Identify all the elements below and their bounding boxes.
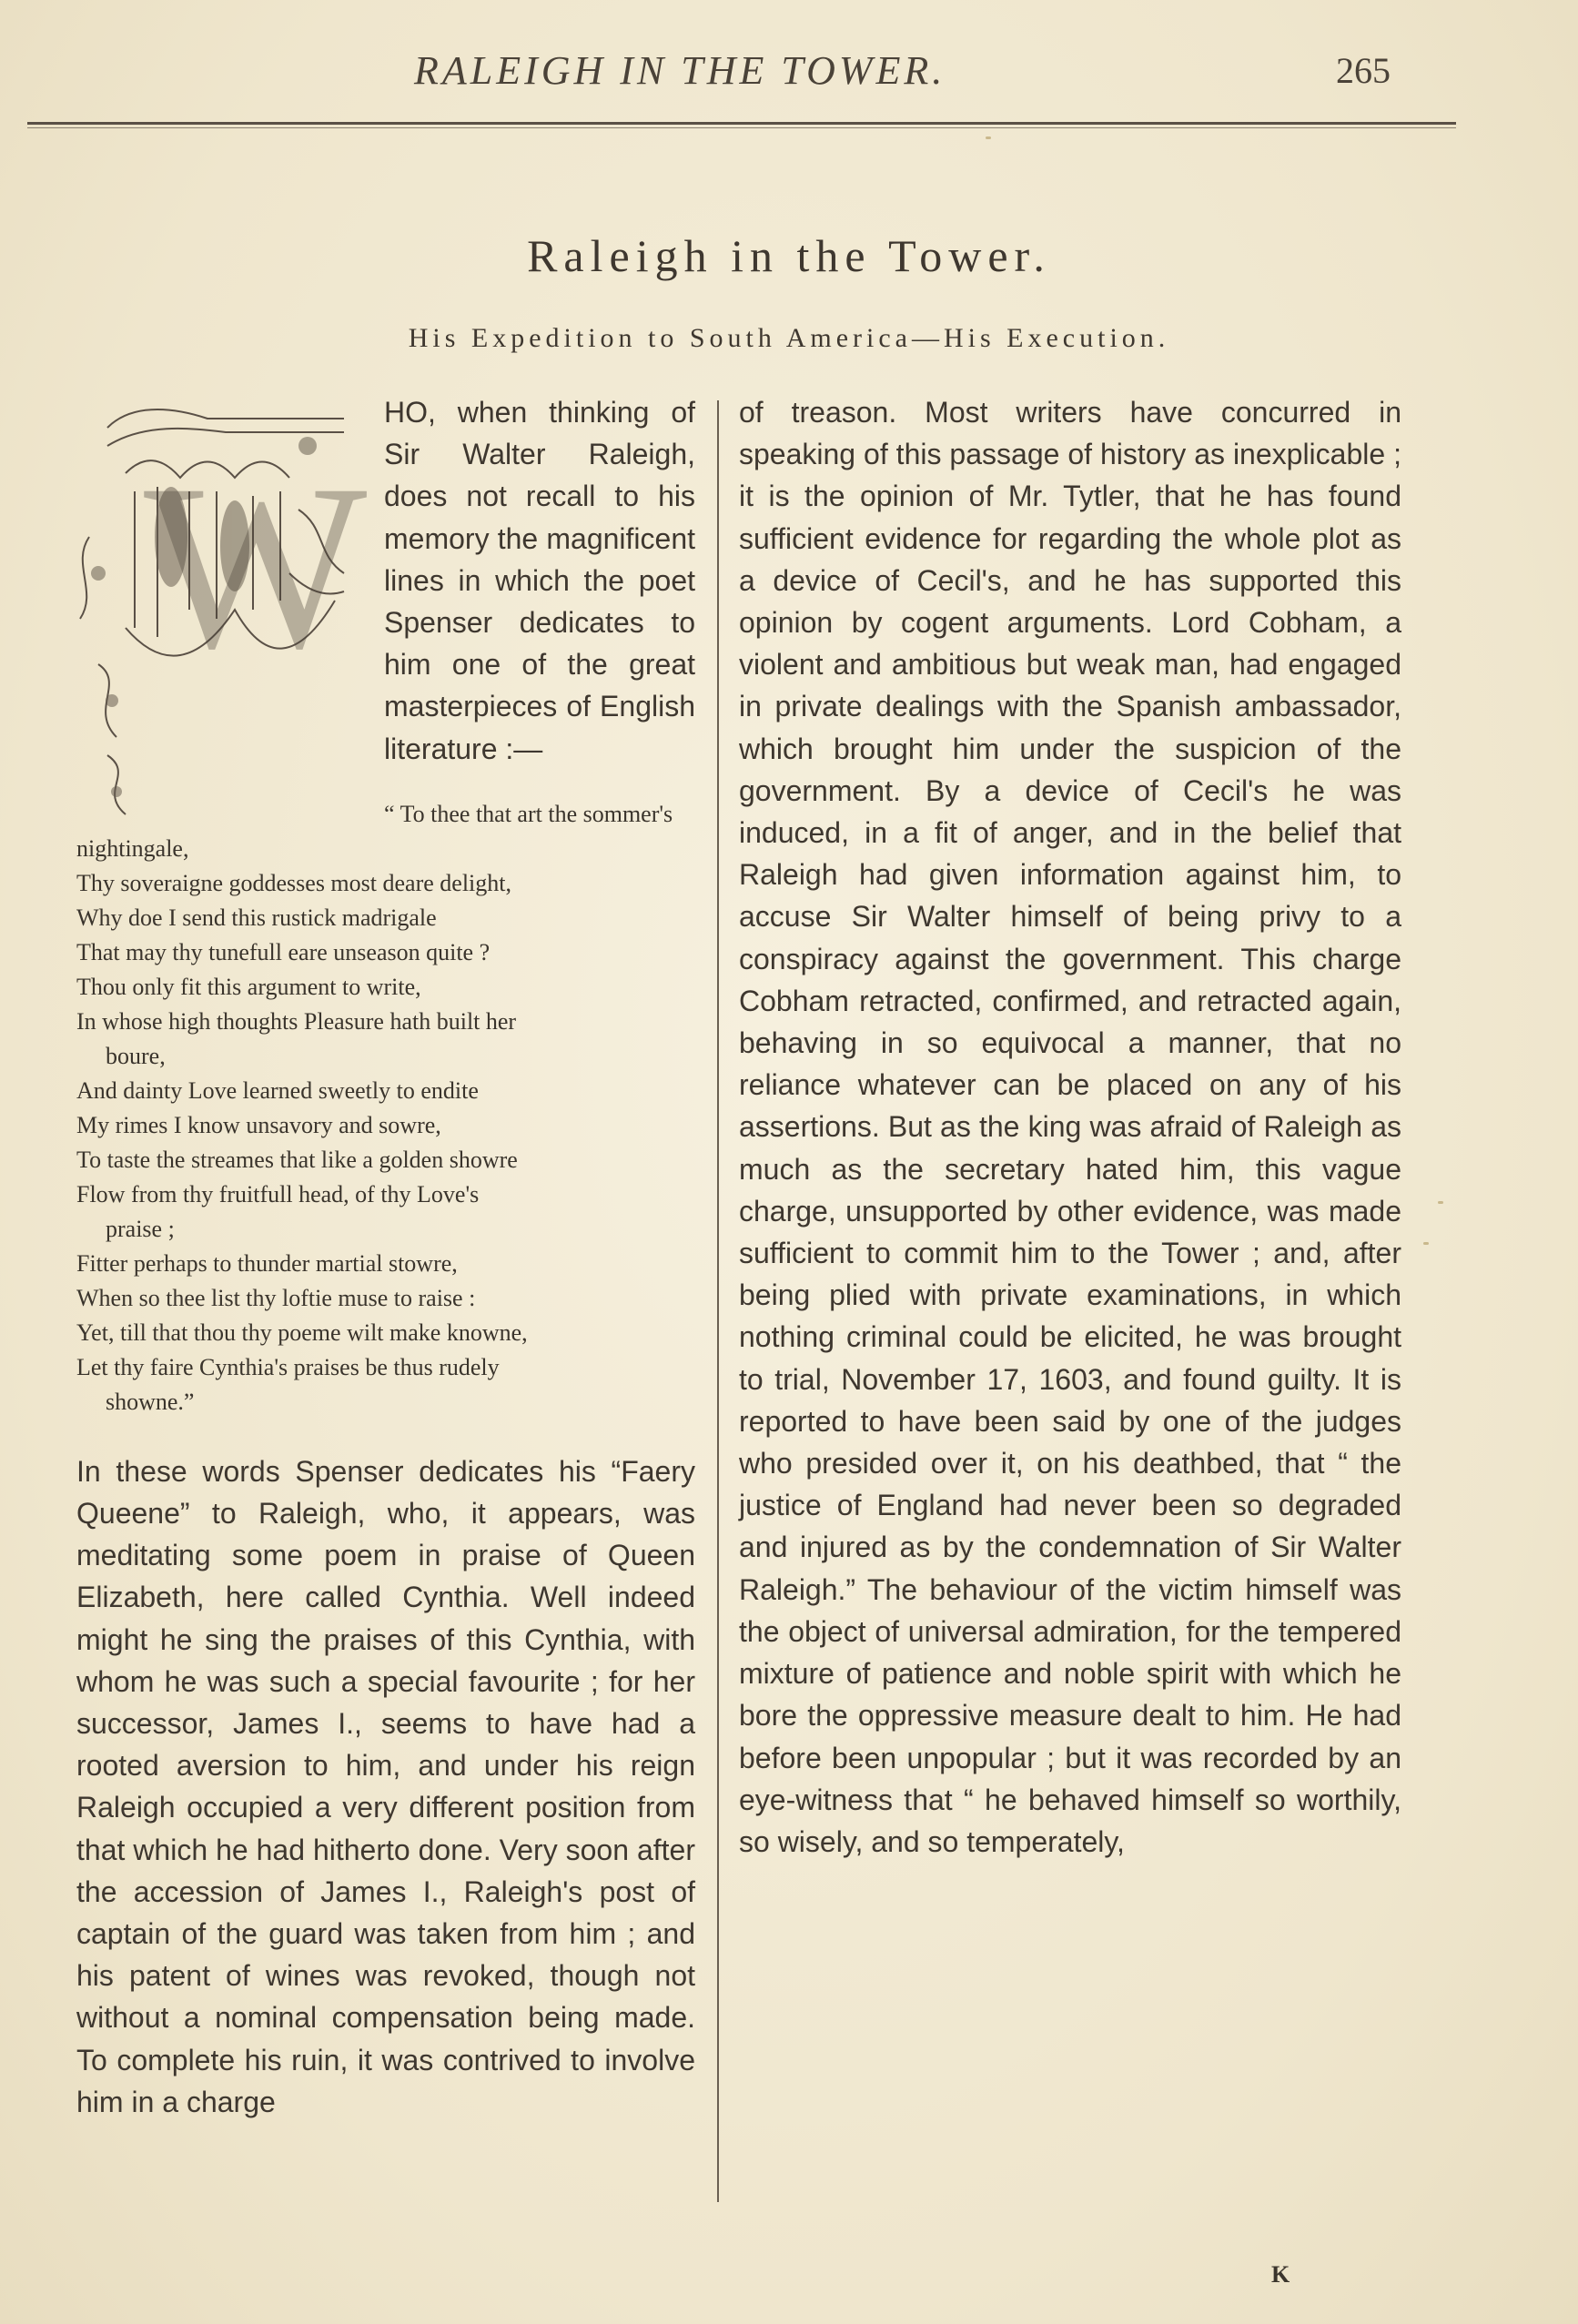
poem-line: And dainty Love learned sweetly to endite xyxy=(76,1076,479,1104)
poem-line: Why doe I send this rustick madrigale xyxy=(76,904,437,931)
right-column xyxy=(739,391,1401,1863)
column-divider xyxy=(717,400,719,2202)
right-body-paragraph: of treason. Most writers have concurred in speaking of this passage of history as inexplicable ; it is the opinion of Mr. Tytler, that he has found sufficient evidence for regarding the whole plot as a device of Cecil's, and he has supported this opinion by cogent arguments. Lord Cobham, a violent and ambitious but weak man, had engaged in private dealings with the Spanish ambassador, which brought him under the suspicion of the government. By a device of Cecil's he was induced, in a fit of anger, and in the belief that Raleigh had given information against him, to accuse Sir Walter himself of being privy to a conspiracy against the government. This charge Cobham retracted, confirmed, and retracted again, behaving in so equivocal a manner, that no reliance whatever can be placed on any of his assertions. But as the king was afraid of Raleigh as much as the secretary hated him, this vague charge, unsupported by other evidence, was made sufficient to commit him to the Tower ; and, after being plied with private examinations, in which nothing criminal could be elicited, he was brought to trial, November 17, 1603, and found guilty. It is reported to have been said by one of the judges who presided over it, on his deathbed, that “ the justice of England had never been so degraded and injured as by the condemnation of Sir Walter Raleigh.” The behaviour of the victim himself was the object of universal admiration, for the tempered mixture of patience and noble spirit with which he bore the oppressive measure dealt to him. He had before been unpopular ; but it was recorded by an eye-witness that “ he behaved himself so worthily, so wisely, and so temperately, xyxy=(739,396,1401,1858)
poem-line: When so thee list thy loftie muse to raise : xyxy=(76,1284,476,1311)
ornamental-dropcap-icon xyxy=(71,391,371,824)
paper-speck xyxy=(1423,1242,1429,1245)
poem-line: praise ; xyxy=(106,1215,175,1242)
poem-line: To taste the streames that like a golden showre xyxy=(76,1146,518,1173)
poem-line: Yet, till that thou thy poeme wilt make knowne, xyxy=(76,1319,528,1346)
dedication-poem xyxy=(76,797,695,1420)
left-column xyxy=(76,391,695,2123)
running-title: RALEIGH IN THE TOWER. xyxy=(414,48,946,93)
poem-line: In whose high thoughts Pleasure hath built her xyxy=(76,1007,517,1035)
dropcap-letter: W xyxy=(144,436,368,698)
poem-line: boure, xyxy=(106,1042,166,1069)
header-rule-thin xyxy=(27,127,1456,128)
page-number: 265 xyxy=(1336,50,1391,91)
paper-speck xyxy=(1438,1201,1443,1204)
poem-line: Flow from thy fruitfull head, of thy Love's xyxy=(76,1180,480,1207)
signature-mark: K xyxy=(1271,2261,1290,2288)
poem-line: Thy soveraigne goddesses most deare delight, xyxy=(76,869,511,896)
header-rule xyxy=(27,122,1456,125)
article-title: Raleigh in the Tower. xyxy=(527,230,1051,281)
intro-paragraph: HO, when thinking of Sir Walter Raleigh, does not recall to his memory the magnificent lines in which the poet Spenser dedicates to him one of the great masterpieces of English literature :— xyxy=(384,396,695,765)
paper-speck xyxy=(986,136,991,139)
poem-line: Thou only fit this argument to write, xyxy=(76,973,421,1000)
poem-line: showne.” xyxy=(106,1388,195,1415)
poem-line: That may thy tunefull eare unseason quite ? xyxy=(76,938,491,965)
poem-line: My rimes I know unsavory and sowre, xyxy=(76,1111,441,1138)
poem-line: Let thy faire Cynthia's praises be thus rudely xyxy=(76,1353,500,1380)
left-body-paragraph: In these words Spenser dedicates his “Faery Queene” to Raleigh, who, it appears, was meditating some poem in praise of Queen Elizabeth, here called Cynthia. Well indeed might he sing the praises of this Cynthia, with whom he was such a special favourite ; for her successor, James I., seems to have had a rooted aversion to him, and under his reign Raleigh occupied a very different position from that which he had hitherto done. Very soon after the accession of James I., Raleigh's post of captain of the guard was taken from him ; and his patent of wines was revoked, though not without a nominal compensation being made. To complete his ruin, it was contrived to involve him in a charge xyxy=(76,1454,695,2118)
poem-line: “ To thee that art the sommer's nightingale, xyxy=(76,800,673,862)
poem-line: Fitter perhaps to thunder martial stowre, xyxy=(76,1249,458,1277)
running-head xyxy=(0,47,1578,102)
article-subtitle: His Expedition to South America—His Execution. xyxy=(408,323,1170,353)
